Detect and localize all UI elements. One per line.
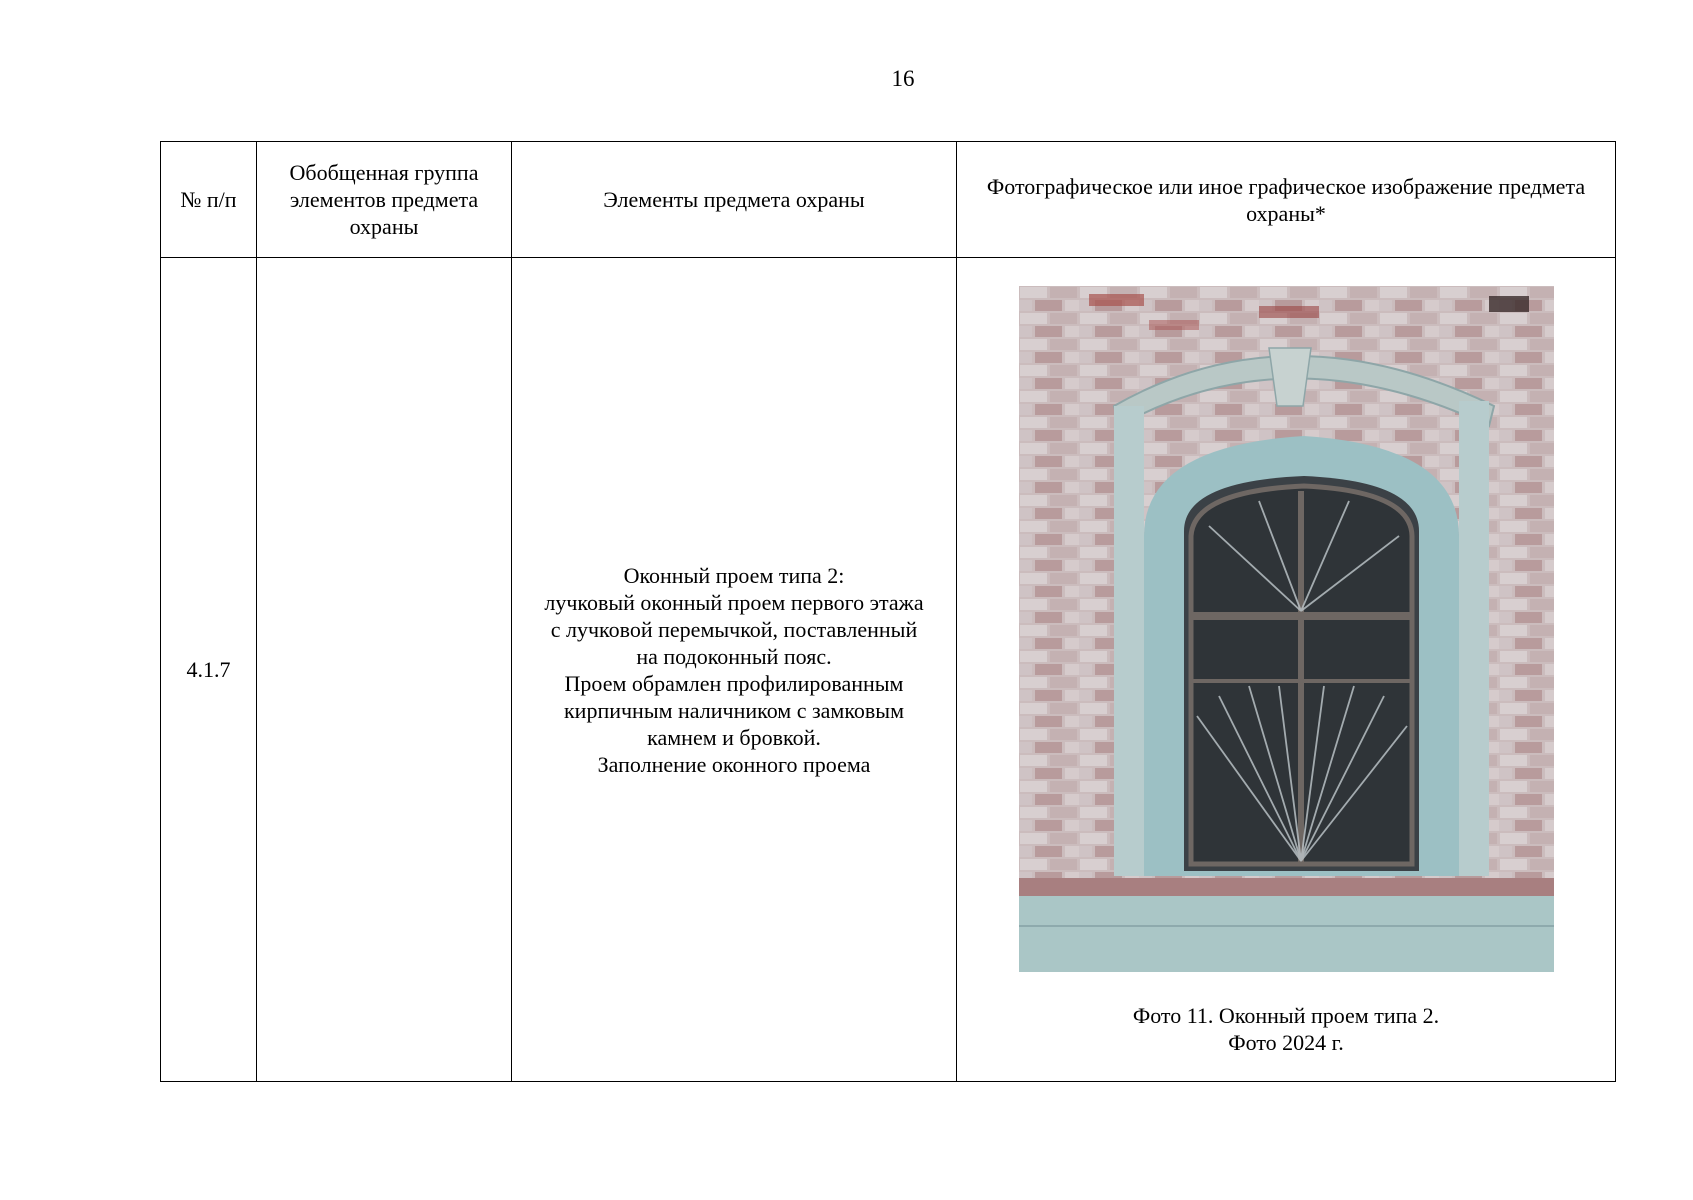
header-number: № п/п (161, 142, 257, 258)
row-elements (512, 258, 957, 1082)
header-photo: Фотографическое или иное графическое изображение предмета охраны* (957, 142, 1616, 258)
page-number: 16 (891, 66, 915, 91)
row-photo (957, 258, 1616, 1082)
element-line: на подоконный пояс. (636, 643, 832, 669)
element-line: Заполнение оконного проема (597, 751, 871, 777)
header-group: Обобщенная группа элементов предмета охраны (257, 142, 512, 258)
element-line: с лучковой перемычкой, поставленный (550, 616, 918, 642)
element-line: лучковый оконный проем первого этажа (544, 589, 924, 615)
element-line: Проем обрамлен профилированным (564, 670, 904, 696)
window-photo (1019, 286, 1554, 972)
caption-line: Фото 2024 г. (1228, 1030, 1344, 1055)
caption-line: Фото 11. Оконный проем типа 2. (1132, 1003, 1440, 1028)
element-line: камнем и бровкой. (647, 724, 821, 750)
table-row (161, 258, 1616, 1082)
element-line: Оконный проем типа 2: (623, 562, 845, 588)
row-number: 4.1.7 (161, 258, 257, 1082)
heritage-table (160, 141, 1616, 1082)
photo-caption (963, 1002, 1609, 1056)
header-elements: Элементы предмета охраны (512, 142, 957, 258)
element-line: кирпичным наличником с замковым (563, 697, 905, 723)
table-header-row (161, 142, 1616, 258)
row-group (257, 258, 512, 1082)
